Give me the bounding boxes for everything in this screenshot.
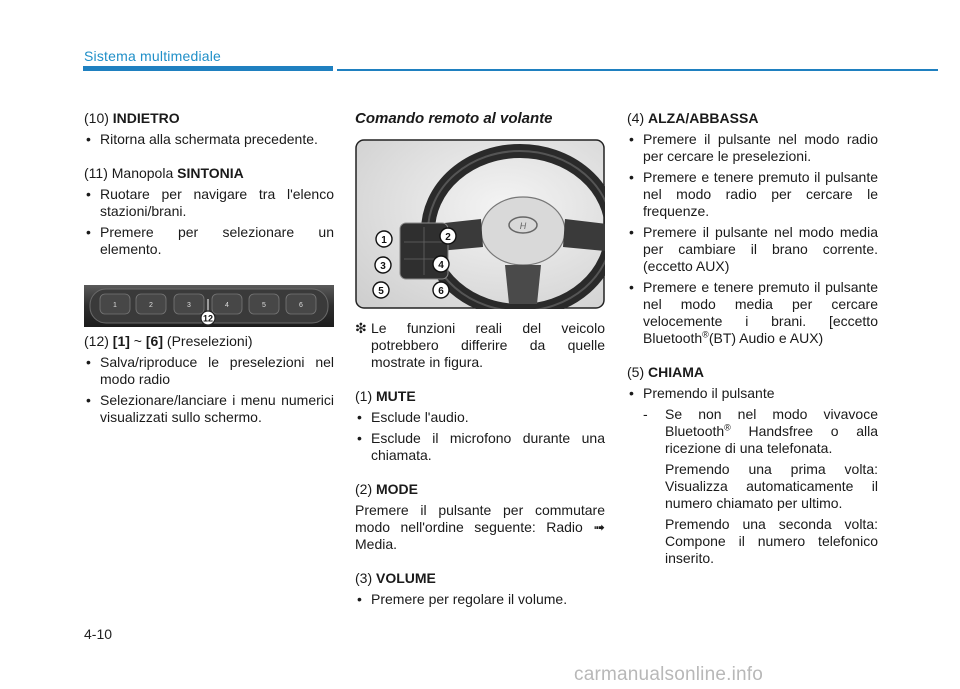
item-number: (10) [84, 110, 113, 126]
item-10-heading [84, 110, 334, 127]
paragraph: Premendo una prima volta: Visualizza automaticamente il numero chiamato per ultimo. [665, 461, 878, 511]
item-number: (2) [355, 481, 376, 497]
section-title: Sistema multimediale [84, 48, 222, 64]
callout-label: 6 [438, 286, 444, 297]
list-item: • Salva/riproduce le preselezioni nel modo radio [84, 354, 334, 388]
header-rule-thin [337, 69, 938, 71]
item-title: [1] [112, 333, 130, 349]
item-number: (5) [627, 364, 648, 380]
steering-wheel-illustration [355, 139, 605, 309]
item-number: (4) [627, 110, 648, 126]
item-5-heading [627, 364, 878, 381]
list-item: • Selezionare/lanciare i menu numerici visualizzati sullo schermo. [84, 392, 334, 426]
callout-label: 1 [381, 235, 387, 246]
item-3-heading [355, 570, 605, 587]
callout-label: 12 [202, 313, 214, 324]
preset-label: 5 [262, 302, 266, 309]
note [355, 320, 605, 371]
list-item: • Esclude il microfono durante una chiamata. [355, 430, 605, 464]
dash-mark: - [643, 406, 648, 422]
note-text: Le funzioni reali del veicolo potrebbero differire da quelle mostrate in figura. [371, 320, 605, 370]
watermark: carmanualsonline.info [574, 664, 764, 685]
item-number: (1) [355, 388, 376, 404]
list-item: • Premere il pulsante nel modo media per cambiare il brano corrente. (eccetto AUX) [627, 224, 878, 275]
item-title: MUTE [376, 388, 416, 404]
item-12-heading [84, 333, 334, 350]
list-item: • Premendo il pulsante [627, 385, 878, 402]
list-item: • Esclude l'audio. [355, 409, 605, 426]
item-title: SINTONIA [177, 165, 244, 181]
list-item: • Ruotare per navigare tra l'elenco stazioni/brani. [84, 186, 334, 220]
column-right [627, 110, 878, 567]
sub-list-text: Se non nel modo vivavoce Bluetooth [665, 406, 878, 439]
item-number: (3) [355, 570, 376, 586]
column-middle [355, 110, 605, 608]
registered-mark: ® [702, 329, 709, 340]
list-item [627, 279, 878, 347]
list-item-text: Premere e tenere premuto il pulsante nel modo media per cercare velocemente i brani. [eccetto Bluetooth [643, 279, 878, 346]
item-title: [6] [145, 333, 164, 349]
paragraph: Premendo una seconda volta: Compone il numero telefonico inserito. [665, 516, 878, 566]
preset-label: 1 [113, 302, 117, 309]
svg-text:H: H [519, 221, 527, 231]
callout-label: 4 [438, 260, 444, 271]
item-separator: ~ [129, 333, 146, 349]
item-title: VOLUME [376, 570, 436, 586]
item-title: INDIETRO [112, 110, 180, 126]
callout-label: 3 [380, 261, 386, 272]
page-number: 4-10 [84, 626, 113, 642]
preset-label: 2 [149, 302, 153, 309]
list-item: • Premere il pulsante nel modo radio per cercare le preselezioni. [627, 131, 878, 165]
subsection-title: Comando remoto al volante [355, 110, 553, 127]
column-left [84, 110, 334, 426]
preset-label: 4 [225, 302, 229, 309]
header-rule-thick [83, 66, 333, 71]
item-2-heading [355, 481, 605, 498]
item-number: (11) Manopola [84, 165, 178, 181]
registered-mark: ® [724, 422, 731, 433]
list-item-text: (BT) Audio e AUX) [708, 330, 824, 346]
paragraph: Premere il pulsante per commutare modo nell'ordine seguente: Radio ➟ Media. [355, 502, 605, 552]
item-title: CHIAMA [648, 364, 704, 380]
callout-label: 5 [378, 286, 384, 297]
preset-label: 6 [299, 302, 303, 309]
note-icon: ❇ [355, 320, 367, 336]
list-item: • Premere per regolare il volume. [355, 591, 605, 608]
list-item: • Premere per selezionare un elemento. [84, 224, 334, 258]
item-number: (12) [84, 333, 113, 349]
callout-label: 2 [445, 232, 451, 243]
item-11-heading [84, 165, 334, 182]
preset-label: 3 [187, 302, 191, 309]
list-item: • Premere e tenere premuto il pulsante nel modo radio per cercare le frequenze. [627, 169, 878, 220]
item-title: MODE [376, 481, 418, 497]
item-subtitle: (Preselezioni) [163, 333, 253, 349]
item-4-heading [627, 110, 878, 127]
list-item: • Ritorna alla schermata precedente. [84, 131, 334, 148]
preset-buttons-illustration [84, 285, 334, 327]
item-1-heading [355, 388, 605, 405]
sub-list-text: Handsfree o alla ricezione di una telefonata. [665, 423, 878, 456]
item-title: ALZA/ABBASSA [648, 110, 759, 126]
sub-list-item [627, 406, 878, 457]
